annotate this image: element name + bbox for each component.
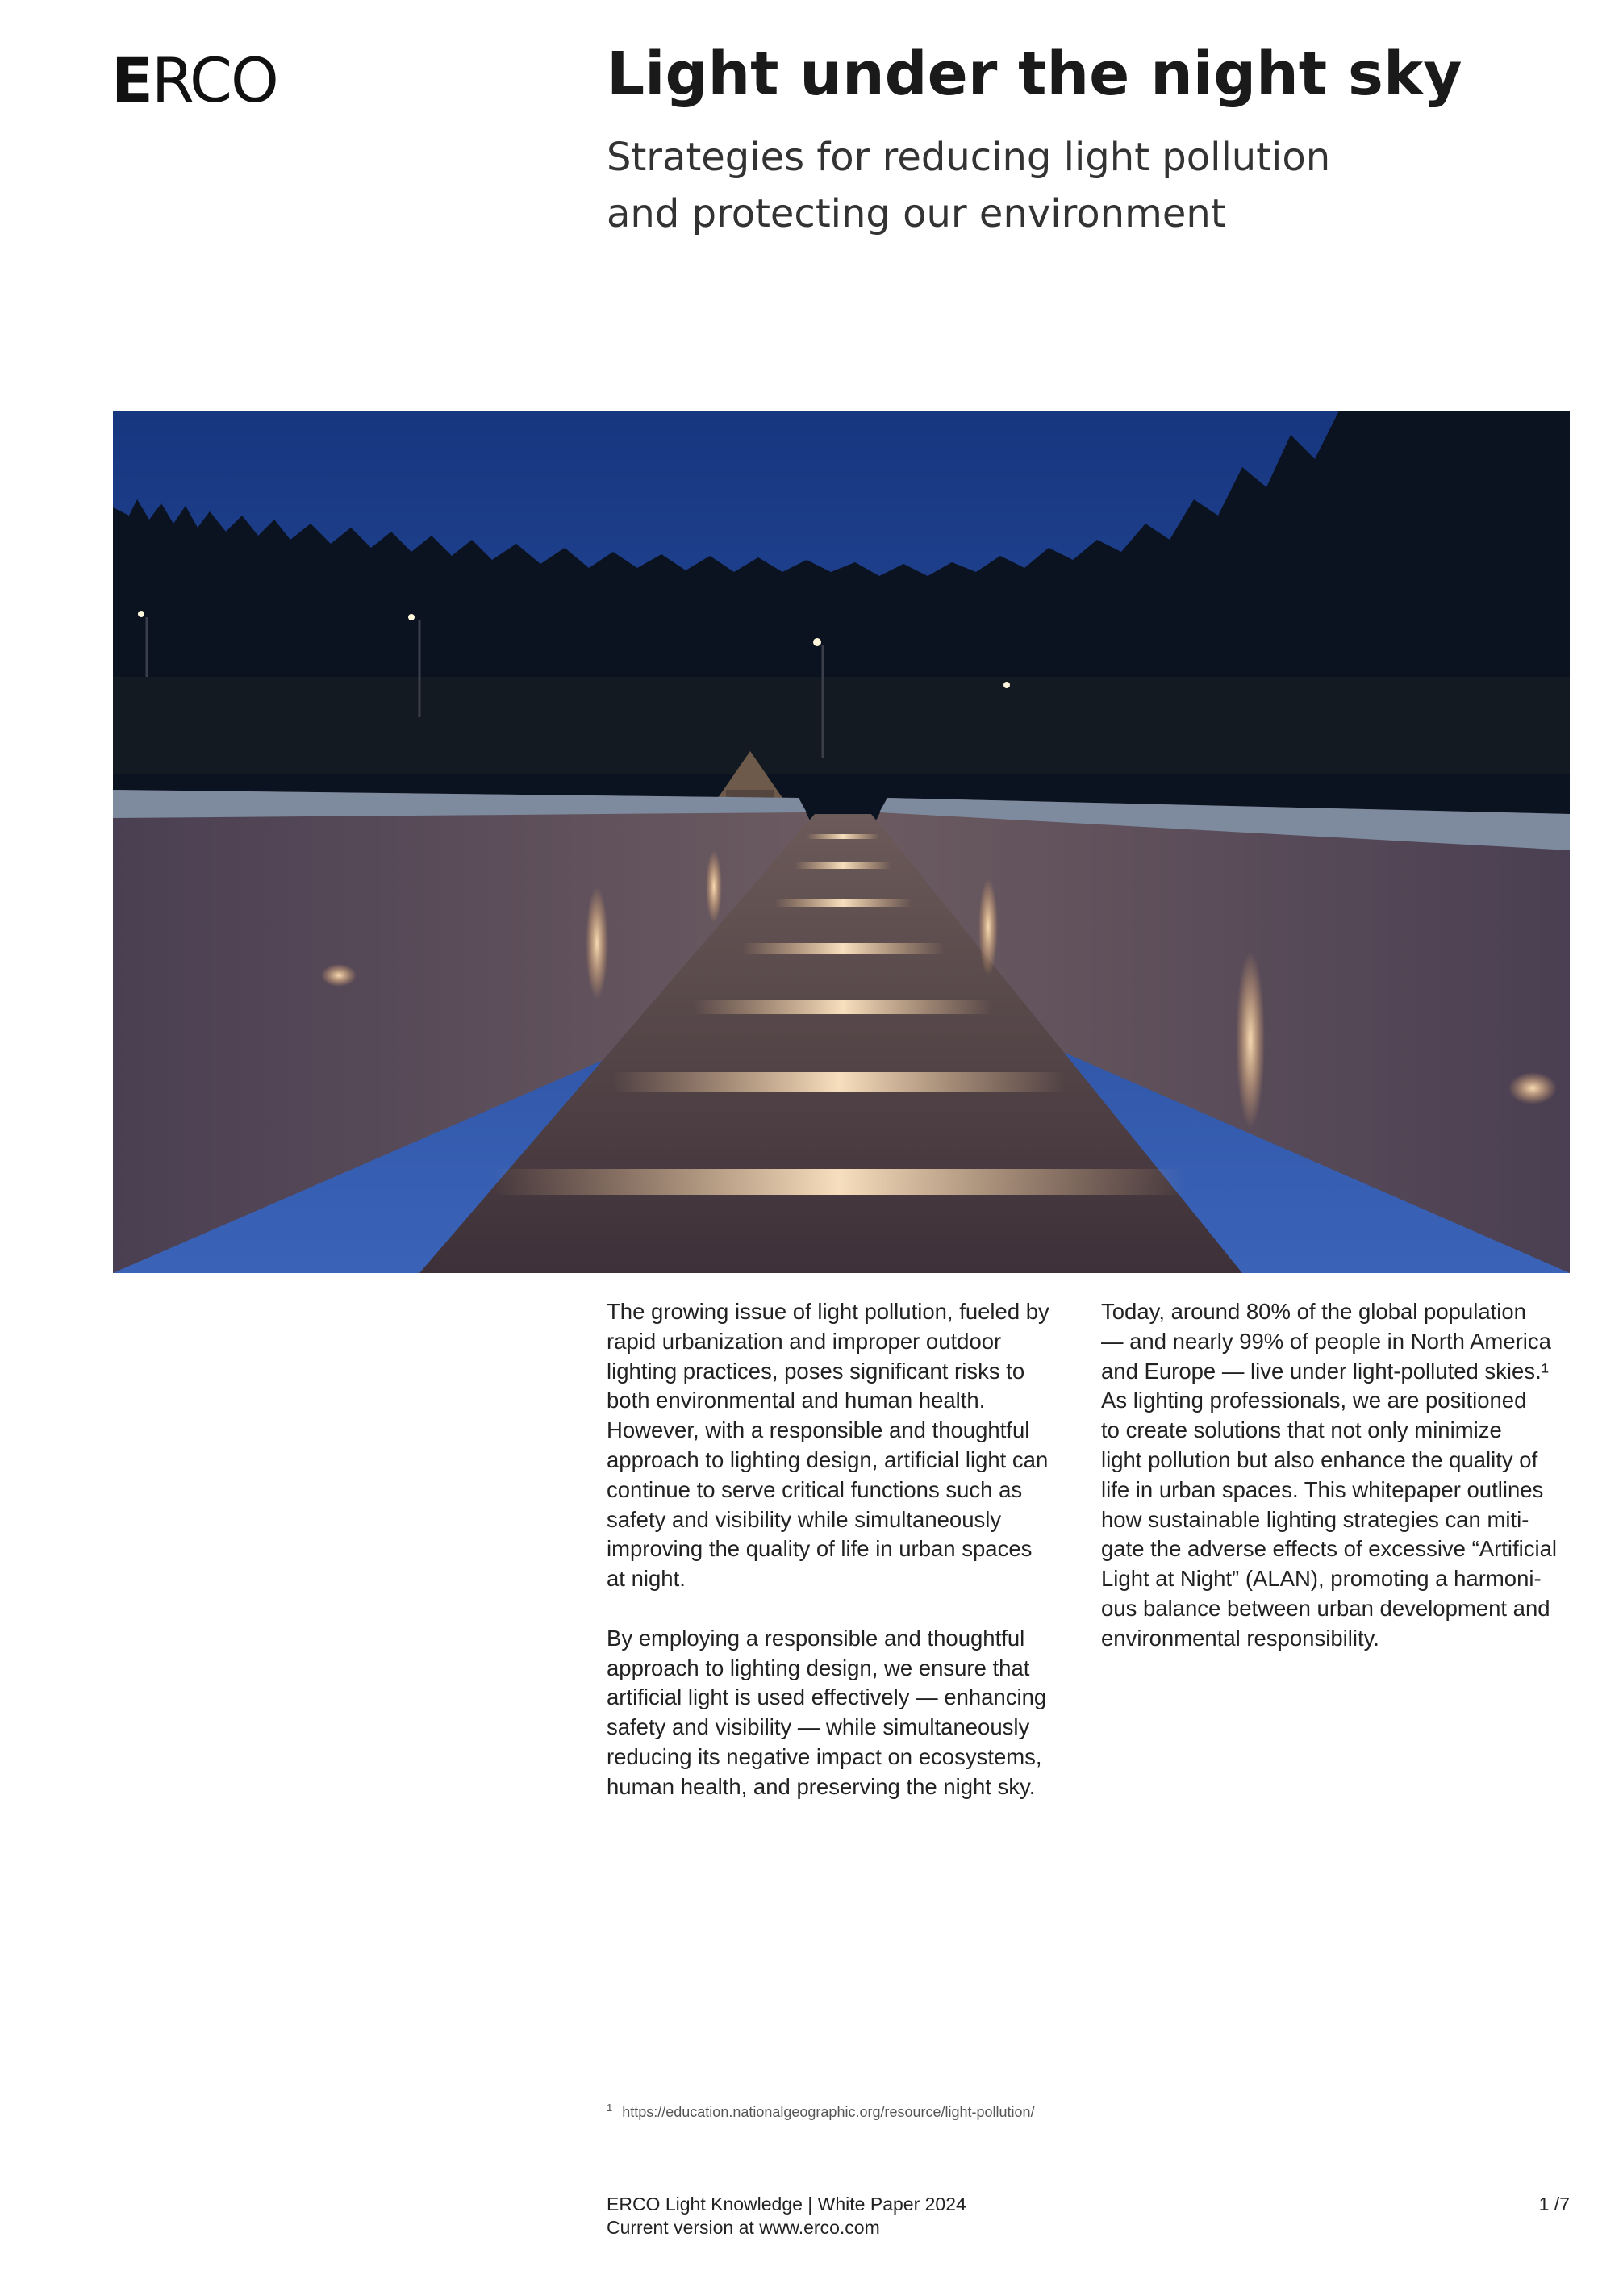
footer-publication: ERCO Light Knowledge | White Paper 2024 [607, 2194, 966, 2215]
page-number: 1 /7 [1538, 2194, 1570, 2215]
text-line: — and nearly 99% of people in North America [1101, 1328, 1551, 1354]
text-line: how sustainable lighting strategies can miti- [1101, 1506, 1529, 1532]
subtitle-line: Strategies for reducing light pollution [607, 135, 1331, 180]
page-title: Light under the night sky [607, 40, 1462, 109]
text-line: environmental responsibility. [1101, 1625, 1379, 1651]
body-paragraph [607, 1297, 1079, 1594]
text-line: at night. [607, 1566, 686, 1592]
text-line: and Europe — live under light-polluted skies.¹ [1101, 1358, 1549, 1384]
text-line: reducing its negative impact on ecosystems, [607, 1743, 1042, 1769]
text-line: However, with a responsible and thoughtful [607, 1417, 1030, 1443]
text-line: to create solutions that not only minimize [1101, 1417, 1502, 1443]
footnote [607, 2102, 1035, 2121]
text-line: Light at Night” (ALAN), promoting a harmoni- [1101, 1566, 1542, 1592]
text-line: human health, and preserving the night sky. [607, 1773, 1036, 1799]
text-line: approach to lighting design, artificial light can [607, 1446, 1049, 1472]
text-line: light pollution but also enhance the quality of [1101, 1446, 1538, 1472]
text-line: life in urban spaces. This whitepaper outlines [1101, 1476, 1544, 1502]
text-line: both environmental and human health. [607, 1388, 986, 1413]
text-line: gate the adverse effects of excessive “Artificial [1101, 1536, 1558, 1562]
body-paragraph [607, 1624, 1079, 1802]
footnote-marker: 1 [607, 2102, 613, 2114]
footer-version-link[interactable]: Current version at www.erco.com [607, 2217, 880, 2238]
text-line: lighting practices, poses significant risks to [607, 1358, 1025, 1384]
page-subtitle [607, 129, 1575, 242]
text-line: continue to serve critical functions such as [607, 1476, 1023, 1502]
footnote-link[interactable]: https://education.nationalgeographic.org/resource/light-pollution/ [622, 2104, 1035, 2120]
text-line: safety and visibility while simultaneously [607, 1506, 1002, 1532]
subtitle-line: and protecting our environment [607, 191, 1226, 236]
text-line: By employing a responsible and thoughtful [607, 1625, 1025, 1651]
text-line: The growing issue of light pollution, fueled by [607, 1299, 1049, 1324]
logo-letters-rco: RCO [151, 44, 277, 116]
text-line: artificial light is used effectively — enhancing [607, 1684, 1047, 1710]
text-line: Today, around 80% of the global population [1101, 1299, 1526, 1324]
text-line: safety and visibility — while simultaneously [607, 1714, 1030, 1740]
text-line: As lighting professionals, we are positioned [1101, 1388, 1527, 1413]
text-line: rapid urbanization and improper outdoor [607, 1328, 1002, 1354]
text-line: approach to lighting design, we ensure that [607, 1655, 1030, 1680]
text-line: ous balance between urban development and [1101, 1595, 1550, 1621]
page-footer [607, 2193, 966, 2240]
logo-letter-e: E [111, 44, 152, 116]
hero-photo-boardwalk-at-night [113, 411, 1570, 1273]
body-paragraph [1101, 1297, 1573, 1654]
erco-logo [111, 44, 277, 116]
text-line: improving the quality of life in urban spaces [607, 1536, 1033, 1562]
body-column-right [1101, 1297, 1573, 1683]
body-column-left [607, 1297, 1079, 1831]
